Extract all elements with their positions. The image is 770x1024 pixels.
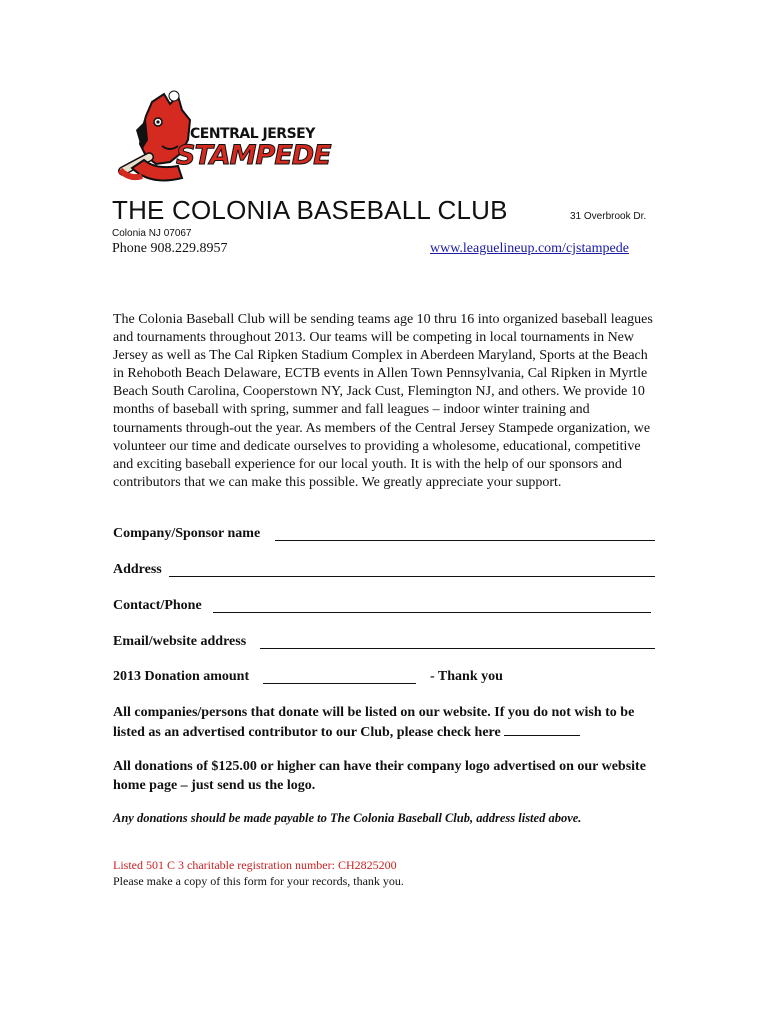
payable-note: Any donations should be made payable to The Colonia Baseball Club, address listed above. (113, 811, 582, 825)
logo-line1: CENTRAL JERSEY (190, 126, 315, 142)
email-website-label: Email/website address (113, 634, 247, 649)
listing-notice-text: All companies/persons that donate will be listed on our website. If you do not wish to be listed as an advertised contributor to our Club, please check here (113, 705, 635, 740)
company-sponsor-label: Company/Sponsor name (113, 526, 261, 541)
thank-you-text: - Thank you (430, 669, 503, 684)
phone-number: Phone 908.229.8957 (112, 241, 228, 256)
company-sponsor-field[interactable] (275, 540, 655, 541)
listing-opt-out-checkbox[interactable] (504, 723, 580, 736)
logo-line2: STAMPEDE (176, 140, 331, 171)
website-link[interactable]: www.leaguelineup.com/cjstampede (430, 241, 629, 256)
contact-phone-field[interactable] (213, 612, 651, 613)
logo-notice: All donations of $125.00 or higher can have their company logo advertised on our website home page – just send us the logo. (113, 759, 646, 793)
address-field[interactable] (169, 576, 655, 577)
email-website-field[interactable] (260, 648, 655, 649)
registration-number: Listed 501 C 3 charitable registration number: CH2825200 (113, 858, 397, 872)
donation-amount-label: 2013 Donation amount (113, 669, 250, 684)
listing-notice (113, 704, 658, 742)
street-address: 31 Overbrook Dr. (570, 211, 647, 222)
copy-note: Please make a copy of this form for your records, thank you. (113, 874, 404, 888)
address-label: Address (113, 562, 162, 577)
stampede-logo (112, 90, 331, 195)
contact-phone-label: Contact/Phone (113, 598, 202, 613)
club-title: THE COLONIA BASEBALL CLUB (112, 195, 508, 225)
intro-paragraph: The Colonia Baseball Club will be sending teams age 10 thru 16 into organized baseball leagues and tournaments throughout 2013. Our teams will be competing in local tournaments in New Jersey as well as The Cal Ripken Stadium Complex in Aberdeen Maryland, Sports at the Beach in Rehoboth Beach Delaware, ECTB events in Allen Town Pennsylvania, Cal Ripken in Myrtle Beach South Carolina, Cooperstown NY, Jack Cust, Flemington NJ, and others. We provide 10 months of baseball with spring, summer and fall leagues – indoor winter training and tournaments through-out the year. As members of the Central Jersey Stampede organization, we volunteer our time and dedicate ourselves to providing a wholesome, educational, competitive and exciting baseball experience for our local youth. It is with the help of our sponsors and contributors that we can make this possible. We greatly appreciate your support. (113, 312, 653, 490)
city-address: Colonia NJ 07067 (112, 228, 192, 239)
donation-amount-field[interactable] (263, 683, 416, 684)
